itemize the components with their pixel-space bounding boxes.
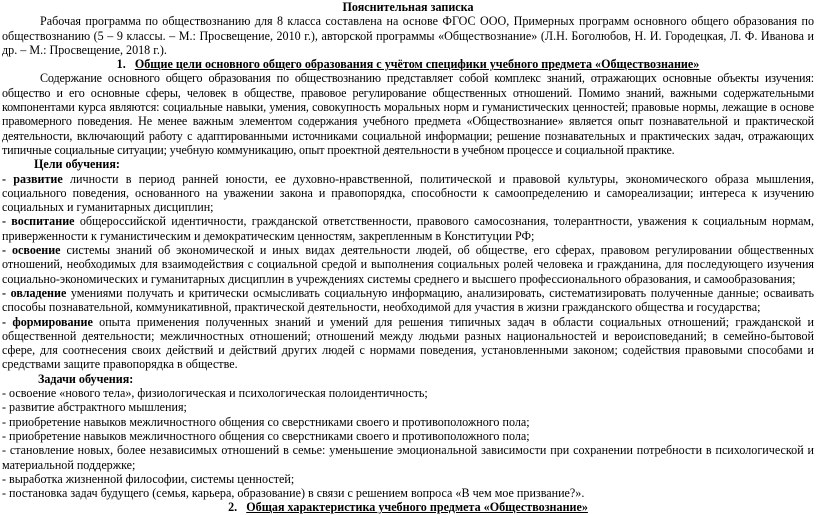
goal-text: системы знаний об экономической и иных видах деятельности людей, об обществе, его сферах, правовом регулировании общественных отношений, необходимых для взаимодействия с социальной средой и выполнения социальных ролей человека и гражданина, для последующего изучения социально-экономических и гуманитарных дисциплин в учреждениях системы среднего и высшего профессионального образования, и самообразования; bbox=[2, 243, 814, 286]
task-item: - приобретение навыков межличностного общения со сверстниками своего и противоположного пола; bbox=[2, 428, 530, 443]
tasks-heading: Задачи обучения: bbox=[38, 371, 134, 386]
goal-lead: - овладение bbox=[2, 285, 67, 300]
goal-lead: - формирование bbox=[2, 314, 93, 329]
goal-text: личности в период ранней юности, ее духовно-нравственной, политической и правовой культуры, экономического образа мышления, социального поведения, основанного на уважении закона и правопорядка, способности к самоопределению и самореализации; интереса к изучению социальных и гуманитарных дисциплин; bbox=[2, 171, 814, 215]
goal-item bbox=[2, 286, 814, 315]
section-1-number: 1. bbox=[116, 57, 126, 72]
task-item: - приобретение навыков межличностного общения со сверстниками своего и противоположного пола; bbox=[2, 414, 530, 429]
goal-item bbox=[2, 214, 814, 243]
section-2-number: 2. bbox=[228, 500, 238, 515]
goal-lead: - развитие bbox=[2, 171, 63, 186]
tasks-list bbox=[2, 386, 814, 500]
goal-item bbox=[2, 243, 814, 286]
goals-heading: Цели обучения: bbox=[34, 157, 120, 172]
goal-item bbox=[2, 315, 814, 372]
goal-text: умениями получать и критически осмысливать социальную информацию, анализировать, систематизировать полученные данные; осваивать способы познавательной, коммуникативной, практической деятельности, необходимой для участия в жизни гражданского общества и государства; bbox=[2, 285, 814, 315]
task-item: - выработка жизненной философии, системы ценностей; bbox=[2, 471, 295, 486]
goal-text: общероссийской идентичности, гражданской ответственности, правового самосознания, толерантности, уважения к социальным нормам, приверженности к гуманистическим и демократическим ценностям, закрепленным в Конституции РФ; bbox=[2, 214, 814, 243]
goal-lead: - освоение bbox=[2, 243, 61, 258]
document-title: Пояснительная записка bbox=[342, 0, 474, 14]
section-2-heading bbox=[2, 500, 814, 514]
goals-list bbox=[2, 172, 814, 372]
intro-paragraph: Рабочая программа по обществознанию для 8 класса составлена на основе ФГОС ООО, Примерных программ основного общего образования по обществознанию (5 – 9 классы. – М.: Просвещение, 2010 г.), авторской программы «Обществознание» (Л.Н. Боголюбов, Н. И. Городецкая, Л. Ф. Иванова и др. – М.: Просвещение, 2018 г.). bbox=[2, 14, 814, 57]
task-item: - развитие абстрактного мышления; bbox=[2, 400, 187, 415]
goal-lead: - воспитание bbox=[2, 214, 75, 229]
section-1-body: Содержание основного общего образования по обществознанию представляет собой комплекс знаний, отражающих основные объекты изучения: общество и его основные сферы, человек в обществе, правовое регулирование общественных отношений. Помимо знаний, важными содержательными компонентами курса являются: социальные навыки, умения, совокупность моральных норм и гуманистических ценностей; правовые нормы, лежащие в основе правомерного поведения. Не менее важным элементом содержания учебного предмета «Обществознание» является опыт познавательной и практической деятельности, включающий работу с адаптированными источниками социальной информации; решение познавательных и практических задач, отражающих типичные социальные ситуации; учебную коммуникацию, опыт проектной деятельности в учебном процессе и социальной практике. bbox=[2, 71, 814, 157]
task-item: - освоение «нового тела», физиологическая и психологическая полоидентичность; bbox=[2, 386, 428, 401]
section-2-title: Общая характеристика учебного предмета «Обществознание» bbox=[246, 500, 588, 515]
goal-text: опыта применения полученных знаний и умений для решения типичных задач в области социальных отношений; гражданской и общественной деятельности; межличностных отношений; отношений между людьми разных национальностей и вероисповеданий; в семейно-бытовой сфере, для соотнесения своих действий и действий других людей с нормами поведения, установленными законом; содействия правовыми способами и средствами защите правопорядка в обществе. bbox=[2, 314, 815, 372]
section-1-heading bbox=[2, 57, 814, 71]
section-1-title: Общие цели основного общего образования с учётом специфики учебного предмета «Обществознание» bbox=[134, 57, 700, 72]
task-item: - становление новых, более независимых отношений в семье: уменьшение эмоциональной зависимости при сохранении потребности в психологической и материальной поддержке; bbox=[2, 443, 814, 472]
task-item: - постановка задач будущего (семья, карьера, образование) в связи с решением вопроса «В чем мое призвание?». bbox=[2, 486, 585, 501]
goal-item bbox=[2, 172, 814, 215]
